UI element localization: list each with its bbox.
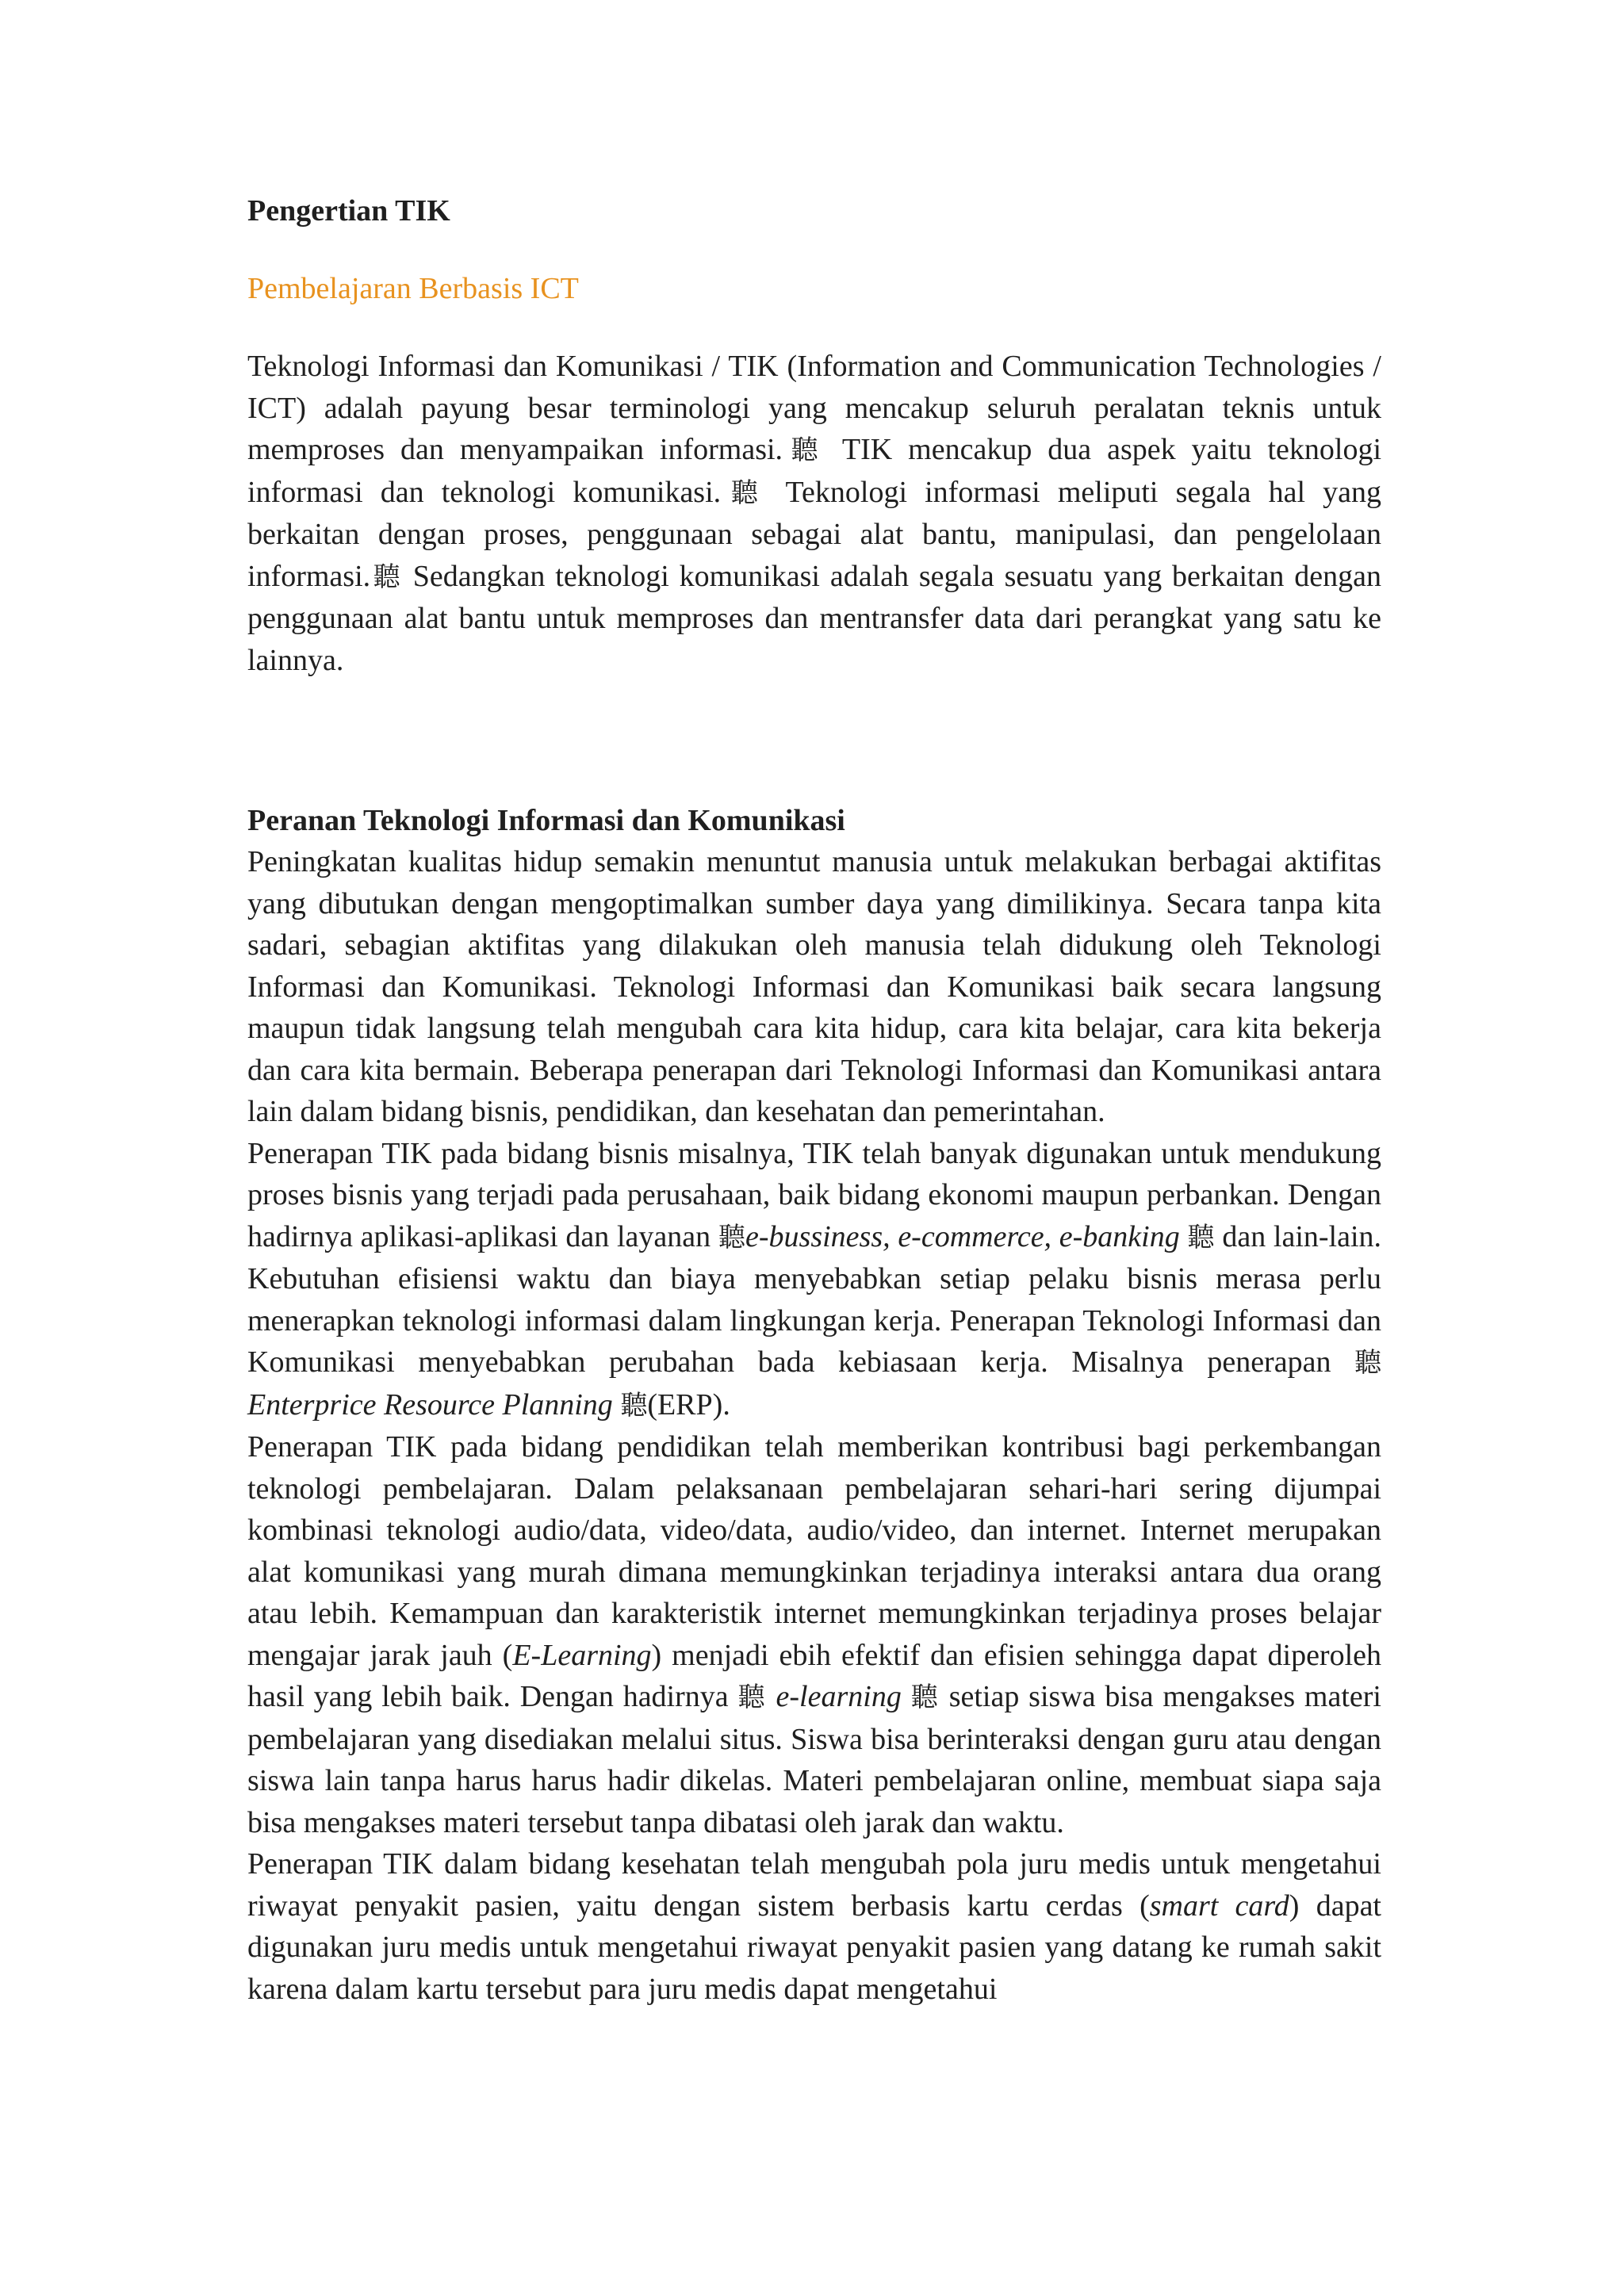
intro-sentence-3: Teknologi informasi meliputi segala hal yang berkaitan dengan proses, penggunaan sebagai alat bantu, manipulasi, dan pengelolaan informasi. [247,475,1382,593]
text-run: Penerapan TIK dalam bidang kesehatan telah mengubah pola juru medis untuk mengetahui riwayat penyakit pasien, yaitu dengan sistem berbasis kartu cerdas ( [247,1847,1381,1923]
paragraph-pendidikan [247,1426,1381,1843]
intro-paragraph [247,346,1381,681]
text-run: dan lain-lain. Kebutuhan efisiensi waktu dan biaya menyebabkan setiap pelaku bisnis merasa perlu menerapkan teknologi informasi dalam lingkungan kerja. Penerapan Teknologi Informasi dan Komunikasi menyebabkan perubahan bada kebiasaan kerja. Misalnya penerapan [247,1219,1382,1379]
marker-glyph: 聽 [1187,1221,1215,1253]
text-run: Penerapan TIK pada bidang pendidikan telah memberikan kontribusi bagi perkembangan teknologi pembelajaran. Dalam pelaksanaan pembelajaran sehari-hari sering dijumpai kombinasi teknologi audio/data, video/data, audio/video, dan internet. Internet merupakan alat komunikasi yang murah dimana memungkinkan terjadinya interaksi antara dua orang atau lebih. Kemampuan dan karakteristik internet memungkinkan terjadinya proses belajar mengajar jarak jauh ( [247,1430,1381,1672]
marker-glyph: 聽 [910,1682,940,1713]
italic-term: E-Learning [512,1638,652,1672]
text-run: setiap siswa bisa mengakses materi pembelajaran yang disediakan melalui situs. Siswa bisa berinteraksi dengan guru atau dengan siswa lain tanpa harus harus hadir dikelas. Materi pembelajaran online, membuat siapa saja bisa mengakses materi tersebut tanpa dibatasi oleh jarak dan waktu. [247,1680,1381,1839]
marker-glyph: 聽 [370,561,403,593]
text-run: Penerapan TIK pada bidang bisnis misalnya, TIK telah banyak digunakan untuk mendukung proses bisnis yang terjadi pada perusahaan, baik bidang ekonomi maupun perbankan. Dengan hadirnya aplikasi-aplikasi dan layanan [247,1136,1381,1253]
section-heading: Peranan Teknologi Informasi dan Komunikasi [247,804,845,837]
page-title: Pengertian TIK [247,194,450,228]
intro-sentence-2: TIK mencakup dua aspek yaitu teknologi informasi dan teknologi komunikasi. [247,433,1382,509]
subtitle-link[interactable]: Pembelajaran Berbasis ICT [247,272,579,305]
paragraph-bisnis [247,1133,1381,1427]
text-run: ) dapat digunakan juru medis untuk mengetahui riwayat penyakit pasien yang datang ke rumah sakit karena dalam kartu tersebut para juru medis dapat mengetahui [247,1888,1381,2006]
italic-term: e-learning [776,1680,902,1713]
paragraph-kesehatan [247,1843,1381,2010]
document-content [247,190,1381,2010]
marker-glyph: 聽 [783,434,826,466]
section-peranan [247,800,1381,2010]
paragraph-intro-peranan: Peningkatan kualitas hidup semakin menuntut manusia untuk melakukan berbagai aktifitas yang dibutukan dengan mengoptimalkan sumber daya yang dimilikinya. Secara tanpa kita sadari, sebagian aktifitas yang dilakukan oleh manusia telah didukung oleh Teknologi Informasi dan Komunikasi. Teknologi Informasi dan Komunikasi baik secara langsung maupun tidak langsung telah mengubah cara kita hidup, cara kita belajar, cara kita bekerja dan cara kita bermain. Beberapa penerapan dari Teknologi Informasi dan Komunikasi antara lain dalam bidang bisnis, pendidikan, dan kesehatan dan pemerintahan. [247,845,1381,1128]
italic-term: smart card [1149,1888,1289,1923]
text-run: ) menjadi ebih efektif dan efisien sehingga dapat diperoleh hasil yang lebih baik. Dengan hadirnya [247,1638,1382,1713]
text-run: (ERP). [647,1387,730,1422]
marker-glyph: 聽 [737,1682,767,1713]
intro-sentence-1: Teknologi Informasi dan Komunikasi / TIK (Information and Communication Technologies / ICT) adalah payung besar terminologi yang mencakup seluruh peralatan teknis untuk memproses dan menyampaikan informasi. [247,350,1381,466]
italic-term: Enterprice Resource Planning [247,1387,613,1422]
marker-glyph: 聽 [1354,1347,1381,1379]
intro-sentence-4: Sedangkan teknologi komunikasi adalah segala sesuatu yang berkaitan dengan penggunaan alat bantu untuk memproses dan mentransfer data dari perangkat yang satu ke lainnya. [247,559,1382,677]
marker-glyph: 聽 [718,1221,746,1253]
marker-glyph: 聽 [620,1389,648,1422]
marker-glyph: 聽 [721,476,768,509]
italic-term: e-bussiness, e-commerce, e-banking [745,1219,1180,1253]
